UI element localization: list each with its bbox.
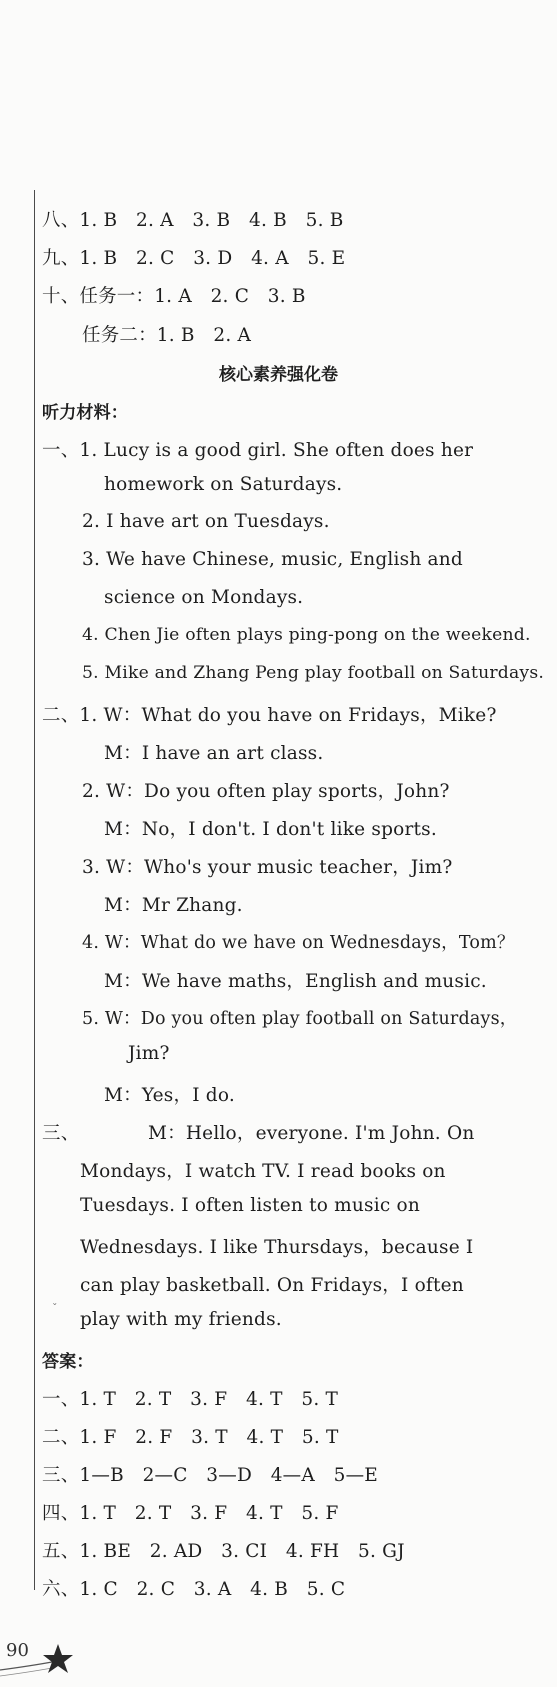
part1-q4: 4. Chen Jie often plays ping-pong on the weekend. bbox=[82, 625, 531, 645]
part1-q1-line1: 一、1. Lucy is a good girl. She often does her bbox=[42, 440, 474, 461]
part3-passage-line2: Mondays，I watch TV. I read books on bbox=[80, 1161, 446, 1182]
part2-q3-line2: M：Mr Zhang. bbox=[104, 895, 243, 916]
section-title: 核心素养强化卷 bbox=[219, 365, 338, 385]
part2-q5-line3: M：Yes，I do. bbox=[104, 1085, 235, 1106]
answer-row-10-task1: 十、任务一：1. A 2. C 3. B bbox=[42, 286, 306, 307]
answer-row-5: 五、1. BE 2. AD 3. CI 4. FH 5. GJ bbox=[42, 1541, 405, 1562]
part2-q2-line2: M：No，I don't. I don't like sports. bbox=[104, 819, 437, 840]
answer-row-6: 六、1. C 2. C 3. A 4. B 5. C bbox=[42, 1579, 346, 1600]
part2-q1-line2: M：I have an art class. bbox=[104, 743, 324, 764]
part1-q3-line1: 3. We have Chinese, music, English and bbox=[82, 549, 463, 570]
part2-q5-line2: Jim? bbox=[128, 1043, 170, 1064]
margin-rule bbox=[34, 190, 35, 1590]
part3-passage-line3: Tuesdays. I often listen to music on bbox=[80, 1195, 420, 1216]
part1-q1-line2: homework on Saturdays. bbox=[104, 474, 343, 495]
part3-passage-line5: can play basketball. On Fridays，I often bbox=[80, 1275, 464, 1296]
answers-heading: 答案： bbox=[42, 1352, 94, 1372]
part2-q3-line1: 3. W：Who's your music teacher，Jim? bbox=[82, 857, 453, 878]
listening-heading: 听力材料： bbox=[42, 403, 128, 423]
part2-q1-line1: 二、1. W：What do you have on Fridays，Mike? bbox=[42, 705, 497, 726]
part3-passage-line1: M：Hello，everyone. I'm John. On bbox=[148, 1123, 475, 1144]
part2-q4-line1: 4. W：What do we have on Wednesdays，Tom？ bbox=[82, 933, 515, 953]
part1-q5: 5. Mike and Zhang Peng play football on Saturdays. bbox=[82, 663, 545, 683]
answer-row-4: 四、1. T 2. T 3. F 4. T 5. F bbox=[42, 1503, 339, 1524]
part3-passage-line6: play with my friends. bbox=[80, 1309, 282, 1330]
answer-row-9: 九、1. B 2. C 3. D 4. A 5. E bbox=[42, 248, 346, 269]
part2-q2-line1: 2. W：Do you often play sports，John? bbox=[82, 781, 450, 802]
part1-q2: 2. I have art on Tuesdays. bbox=[82, 511, 330, 532]
answer-row-1: 一、1. T 2. T 3. F 4. T 5. T bbox=[42, 1389, 339, 1410]
answer-row-8: 八、1. B 2. A 3. B 4. B 5. B bbox=[42, 210, 344, 231]
part2-q4-line2: M：We have maths，English and music. bbox=[104, 971, 487, 992]
answer-row-2: 二、1. F 2. F 3. T 4. T 5. T bbox=[42, 1427, 339, 1448]
answer-row-10-task2: 任务二：1. B 2. A bbox=[82, 325, 252, 346]
part3-label: 三、 bbox=[42, 1123, 80, 1144]
answer-row-3: 三、1—B 2—C 3—D 4—A 5—E bbox=[42, 1465, 378, 1486]
page-number: 90 bbox=[6, 1640, 29, 1661]
part3-passage-line4: Wednesdays. I like Thursdays，because I bbox=[80, 1237, 474, 1258]
part2-q5-line1: 5. W：Do you often play football on Saturdays， bbox=[82, 1009, 518, 1029]
part1-q3-line2: science on Mondays. bbox=[104, 587, 304, 608]
scan-speck: ˇ bbox=[52, 1302, 58, 1315]
